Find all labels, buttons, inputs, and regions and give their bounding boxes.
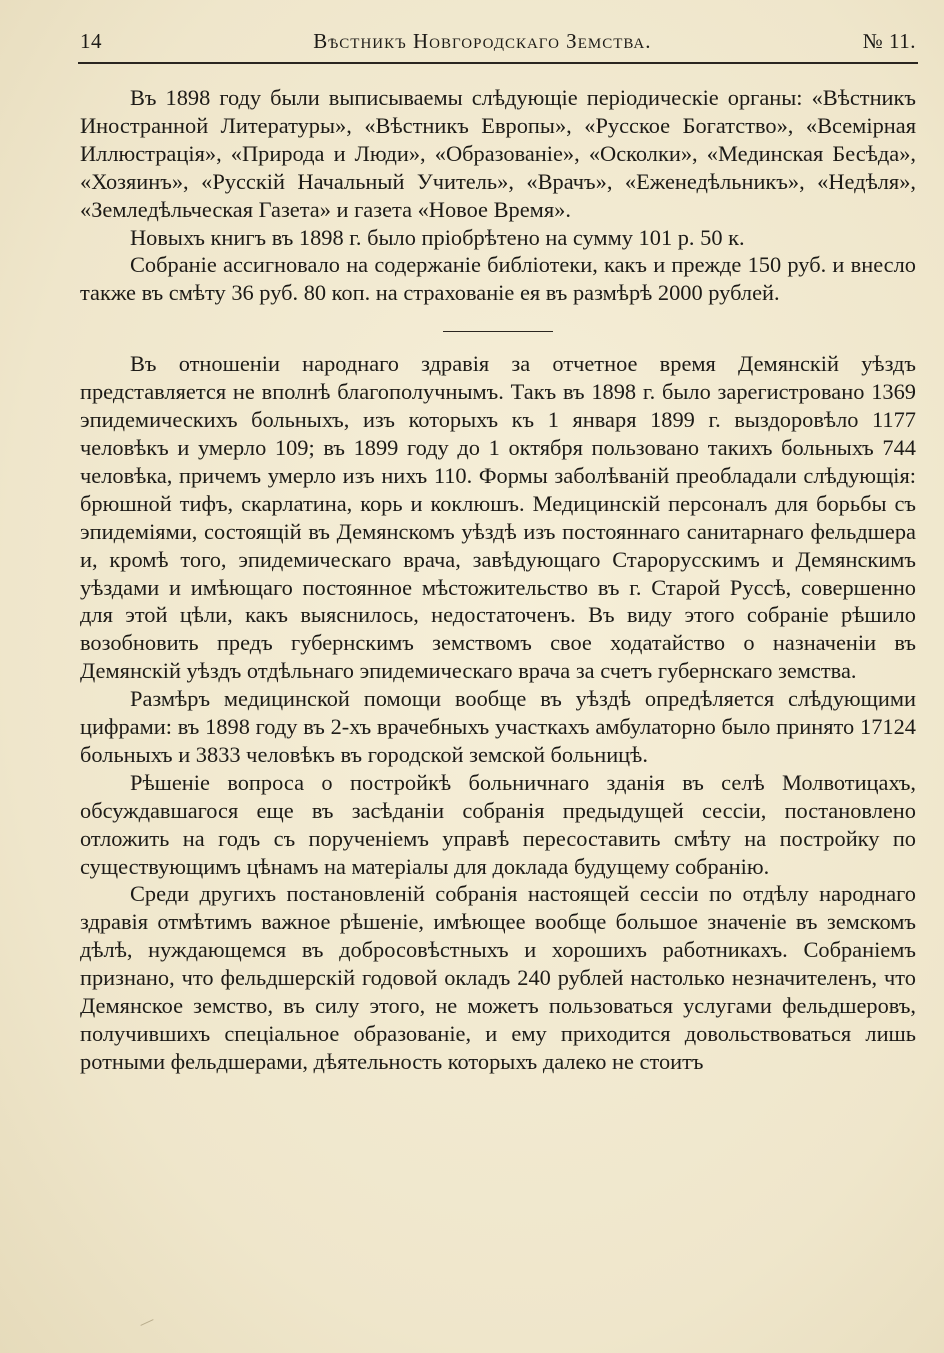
running-header	[80, 24, 916, 58]
paragraph-medical-aid: Размѣръ медицинской помощи вообще въ уѣздѣ опредѣляется слѣдующими цифрами: въ 1898 году въ 2-хъ врачебныхъ участкахъ амбулаторно было принято 17124 больныхъ и 3833 человѣкъ въ городской земской больницѣ.	[80, 686, 916, 767]
issue-number: № 11.	[862, 28, 916, 53]
paragraph-public-health: Въ отношеніи народнаго здравія за отчетное время Демянскій уѣздъ представляется не вполнѣ благополучнымъ. Такъ въ 1898 г. было зарегистровано 1369 эпидемическихъ больныхъ, изъ которыхъ къ 1 января 1899 г. выздоровѣло 1177 человѣкъ и умерло 109; въ 1899 году до 1 октября пользовано такихъ больныхъ 744 человѣка, причемъ умерло изъ нихъ 110. Формы заболѣваній преобладали слѣдующія: брюшной тифъ, скарлатина, корь и коклюшъ. Медицинскій персоналъ для борьбы съ эпидеміями, состоящій въ Демянскомъ уѣздѣ изъ постояннаго санитарнаго фельдшера и, кромѣ того, эпидемическаго врача, завѣдующаго Старорусскимъ и Демянскимъ уѣздами и имѣющаго постоянное мѣстожительство въ г. Старой Руссѣ, совершенно для этой цѣли, какъ выяснилось, недостаточенъ. Въ виду этого собраніе рѣшило возобновить предъ губернскимъ земствомъ свое ходатайство о назначеніи въ Демянскій уѣздъ отдѣльнаго эпидемическаго врача за счетъ губернскаго земства.	[80, 351, 916, 684]
header-rule	[78, 62, 918, 64]
body-text	[80, 84, 916, 1076]
page-number: 14	[80, 28, 102, 53]
journal-title: Вѣстникъ Новгородскаго Земства.	[313, 28, 652, 53]
paragraph-hospital-building: Рѣшеніе вопроса о постройкѣ больничнаго зданія въ селѣ Молвотицахъ, обсуждавшагося еще въ засѣданіи собранія предыдущей сессіи, постановлено отложить на годъ съ порученіемъ управѣ пересоставить смѣту на постройку по существующимъ цѣнамъ на матеріалы для доклада будущему собранію.	[80, 769, 916, 879]
paragraph-periodicals: Въ 1898 году были выписываемы слѣдующіе періодическіе органы: «Вѣстникъ Иностранной Литературы», «Вѣстникъ Европы», «Русское Богатство», «Всемірная Иллюстрація», «Природа и Люди», «Образованіе», «Осколки», «Мединская Бесѣда», «Хозяинъ», «Русскій Начальный Учитель», «Врачъ», «Еженедѣльникъ», «Недѣля», «Земледѣльческая Газета» и газета «Новое Время».	[80, 85, 916, 222]
paper-scratch-mark	[140, 1319, 153, 1326]
section-divider	[443, 331, 553, 332]
paragraph-feldsher-salary: Среди другихъ постановленій собранія настоящей сессіи по отдѣлу народнаго здравія отмѣтимъ важное рѣшеніе, имѣющее вообще большое значеніе въ земскомъ дѣлѣ, нуждающемся въ добросовѣстныхъ и хорошихъ работникахъ. Собраніемъ признано, что фельдшерскій годовой окладъ 240 рублей настолько незначителенъ, что Демянское земство, въ силу этого, не можетъ пользоваться услугами фельдшеровъ, получившихъ спеціальное образованіе, и ему приходится довольствоваться лишь ротными фельдшерами, дѣятельность которыхъ далеко не стоитъ	[80, 881, 916, 1074]
paragraph-new-books: Новыхъ книгъ въ 1898 г. было пріобрѣтено на сумму 101 р. 50 к.	[130, 224, 745, 250]
paragraph-library-budget: Собраніе ассигновало на содержаніе библіотеки, какъ и прежде 150 руб. и внесло также въ смѣту 36 руб. 80 коп. на страхованіе ея въ размѣрѣ 2000 рублей.	[80, 252, 916, 306]
